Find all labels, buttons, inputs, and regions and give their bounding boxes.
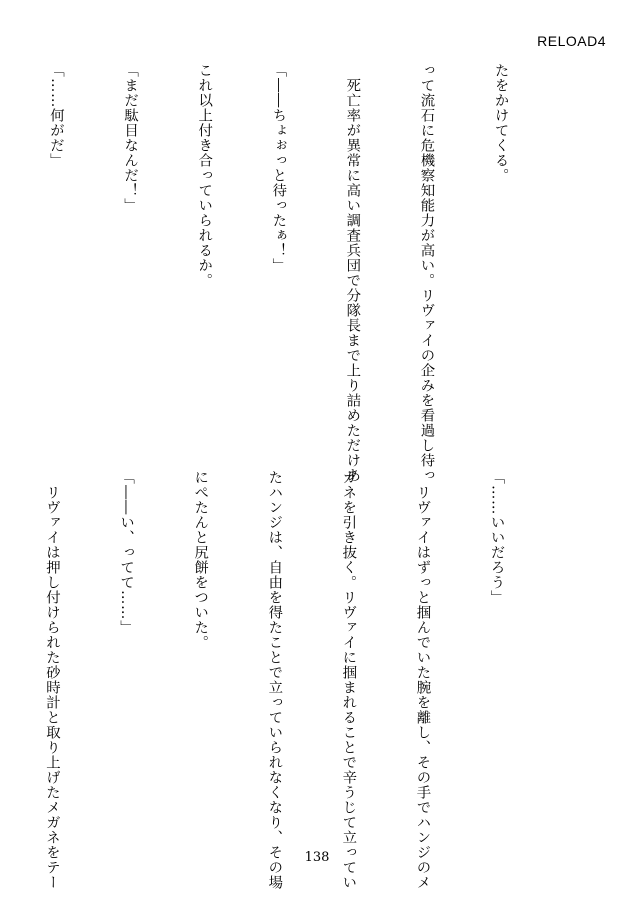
text-line: リヴァイはずっと掴んでいた腕を離し、その手でハンジのメ [414, 470, 431, 890]
text-line: リヴァイは押し付けられた砂時計と取り上げたメガネをテー [43, 470, 60, 890]
page-number: 138 [304, 850, 330, 865]
text-line: って流石に危機察知能力が高い。リヴァイの企みを看過し待っ [418, 63, 435, 483]
text-line: 「……いいだろう」 [488, 470, 505, 605]
lower-text-block [43, 470, 558, 890]
text-line: たをかけてくる。 [492, 63, 509, 183]
running-header-title: RELOAD4 [537, 33, 606, 49]
text-line: 「――ちょぉっと待ったぁ！」 [270, 63, 287, 273]
text-line: ガネを引き抜く。リヴァイに掴まれることで辛うじて立ってい [340, 470, 357, 890]
text-line: 「まだ駄目なんだ！」 [122, 63, 139, 213]
text-line: これ以上付き合っていられるか。 [196, 63, 213, 288]
text-line: たハンジは、自由を得たことで立っていられなくなり、その場 [266, 470, 283, 890]
text-line: 「――い、ってて……」 [118, 470, 135, 635]
text-line: 「……何がだ」 [47, 63, 64, 168]
upper-text-block [47, 63, 562, 483]
text-line: 死亡率が異常に高い調査兵団で分隊長まで上り詰めただけあ [344, 63, 361, 483]
text-line: にぺたんと尻餅をついた。 [192, 470, 209, 650]
